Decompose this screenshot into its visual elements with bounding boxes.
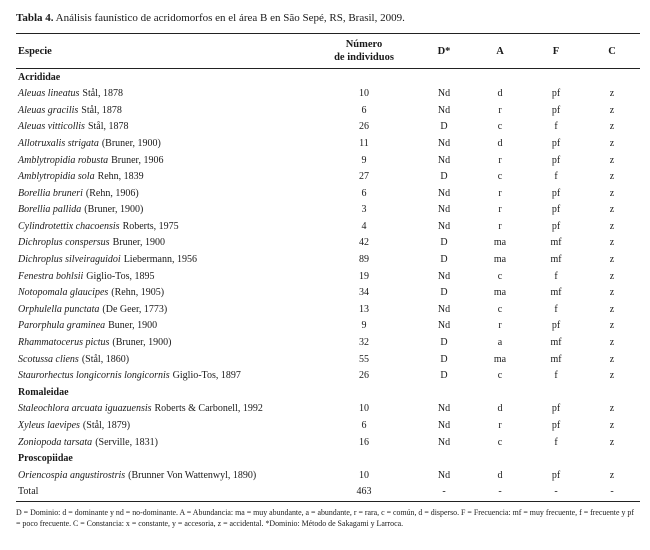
species-name [16, 351, 312, 368]
species-author: Stål, 1878 [87, 121, 129, 133]
cell-a: ma [493, 254, 507, 266]
cell-n: 10 [359, 469, 369, 481]
species-binomial: Rhammatocerus pictus [18, 337, 110, 349]
cell-f: f [554, 436, 558, 448]
cell-n: 27 [359, 171, 369, 183]
cell-n: 10 [359, 88, 369, 100]
species-row [16, 368, 640, 385]
species-binomial: Parorphula graminea [18, 320, 106, 332]
cell-a: r [498, 104, 502, 116]
cell-n: 463 [356, 486, 372, 498]
table-body [16, 69, 640, 501]
species-binomial: Borellia bruneri [18, 187, 83, 199]
species-row [16, 119, 640, 136]
cell-n: 19 [359, 270, 369, 282]
species-name [16, 219, 312, 236]
cell-a: a [497, 337, 503, 349]
col-header-numero-line1: Número [345, 39, 383, 50]
cell-c: z [609, 403, 615, 415]
cell-a: r [498, 220, 502, 232]
species-name [16, 418, 312, 435]
species-row [16, 318, 640, 335]
cell-f: pf [551, 220, 561, 232]
section-row [16, 385, 640, 402]
cell-f: mf [550, 287, 562, 299]
cell-a: d [497, 469, 503, 481]
col-header-numero-line2: de individuos [334, 52, 394, 64]
species-author: (Brunner Von Wattenwyl, 1890) [128, 469, 257, 481]
species-name [16, 102, 312, 119]
table-header-row [16, 34, 640, 69]
section-label: Acrididae [18, 71, 61, 83]
species-name [16, 368, 312, 385]
species-binomial: Xyleus laevipes [18, 420, 80, 432]
cell-c: z [609, 171, 615, 183]
species-author: (Stål, 1879) [82, 420, 131, 432]
cell-d: D [440, 370, 448, 382]
cell-c: z [609, 320, 615, 332]
cell-c: z [609, 121, 615, 133]
species-row [16, 252, 640, 269]
cell-d: Nd [437, 436, 451, 448]
section-row [16, 69, 640, 86]
section-label: Proscopiidae [18, 453, 73, 465]
cell-c: z [609, 187, 615, 199]
species-binomial: Borellia pallida [18, 204, 82, 216]
cell-a: r [498, 187, 502, 199]
species-row [16, 152, 640, 169]
species-binomial: Amblytropidia sola [18, 171, 95, 183]
cell-c: z [609, 204, 615, 216]
species-author: Stål, 1878 [82, 88, 123, 100]
cell-c: z [609, 420, 615, 432]
cell-d: D [440, 337, 448, 349]
cell-n: 11 [359, 137, 369, 149]
species-name [16, 401, 312, 418]
cell-n: 16 [359, 436, 369, 448]
col-header-constancia: C [608, 45, 616, 57]
cell-d: Nd [437, 420, 451, 432]
cell-a: c [497, 121, 503, 133]
cell-n: 10 [359, 403, 369, 415]
species-row [16, 202, 640, 219]
cell-n: 26 [359, 121, 369, 133]
total-label: Total [18, 486, 39, 498]
cell-c: z [609, 303, 615, 315]
species-author: (Rehn, 1906) [85, 187, 139, 199]
species-name [16, 86, 312, 103]
table-title-text: Análisis faunístico de acridomorfos en el área B en São Sepé, RS, Brasil, 2009. [55, 12, 405, 24]
cell-f: f [554, 121, 558, 133]
cell-f: f [554, 370, 558, 382]
species-row [16, 285, 640, 302]
species-binomial: Scotussa cliens [18, 353, 79, 365]
cell-f: pf [551, 320, 561, 332]
cell-d: Nd [437, 137, 451, 149]
cell-d: Nd [437, 187, 451, 199]
species-binomial: Aleuas vitticollis [18, 121, 85, 133]
cell-a: c [497, 370, 503, 382]
cell-d: Nd [437, 220, 451, 232]
cell-a: - [498, 486, 502, 498]
cell-c: z [609, 337, 615, 349]
species-name [16, 235, 312, 252]
cell-c: - [610, 486, 614, 498]
table-footnote: D = Dominio: d = dominante y nd = no-dominante. A = Abundancia: ma = muy abundante, a = abundante, r = rara, c = común, d = disperso. F = Frecuencia: mf = muy frecuente, f = frecuente y pf = poco frecuente. C = Constancia: x = constante, y = accesoria, z = accidental. *Dominio: Método de Sakagami y Larroca. [16, 507, 634, 528]
species-author: Buner, 1900 [108, 320, 158, 332]
species-binomial: Fenestra bohlsii [18, 270, 84, 282]
cell-c: z [609, 237, 615, 249]
species-author: (Rehn, 1905) [111, 287, 165, 299]
species-author: Roberts & Carbonell, 1992 [154, 403, 263, 415]
species-author: Rehn, 1839 [97, 171, 144, 183]
cell-d: Nd [437, 403, 451, 415]
species-row [16, 302, 640, 319]
species-binomial: Dichroplus silveiraguidoi [18, 254, 121, 266]
cell-f: pf [551, 187, 561, 199]
cell-c: z [609, 104, 615, 116]
species-binomial: Staurorhectus longicornis longicornis [18, 370, 170, 382]
cell-d: D [440, 121, 448, 133]
species-name [16, 318, 312, 335]
cell-a: ma [493, 237, 507, 249]
cell-n: 6 [361, 420, 367, 432]
cell-n: 6 [361, 187, 367, 199]
cell-a: c [497, 270, 503, 282]
species-row [16, 136, 640, 153]
species-name [16, 285, 312, 302]
cell-n: 13 [359, 303, 369, 315]
cell-n: 89 [359, 254, 369, 266]
cell-c: z [609, 353, 615, 365]
cell-d: D [440, 171, 448, 183]
species-author: Bruner, 1900 [112, 237, 165, 249]
section-label: Romaleidae [18, 386, 69, 398]
cell-f: pf [551, 88, 561, 100]
species-binomial: Aleuas lineatus [18, 88, 80, 100]
col-header-dominio: D* [437, 45, 451, 57]
cell-d: Nd [437, 303, 451, 315]
species-name [16, 136, 312, 153]
cell-f: f [554, 303, 558, 315]
cell-f: f [554, 171, 558, 183]
cell-c: z [609, 220, 615, 232]
species-binomial: Orphulella punctata [18, 303, 100, 315]
species-row [16, 268, 640, 285]
cell-d: D [440, 287, 448, 299]
cell-a: r [498, 420, 502, 432]
species-author: (Bruner, 1900) [101, 137, 161, 149]
section-row [16, 451, 640, 468]
cell-n: 9 [361, 320, 367, 332]
species-author: Stål, 1878 [81, 104, 122, 116]
species-row [16, 418, 640, 435]
cell-c: z [609, 88, 615, 100]
cell-c: z [609, 254, 615, 266]
species-author: (Bruner, 1900) [112, 337, 172, 349]
species-author: Giglio-Tos, 1895 [86, 270, 155, 282]
species-name [16, 202, 312, 219]
cell-f: pf [551, 420, 561, 432]
species-name [16, 302, 312, 319]
cell-d: Nd [437, 469, 451, 481]
cell-d: - [442, 486, 446, 498]
cell-d: Nd [437, 270, 451, 282]
species-author: Liebermann, 1956 [123, 254, 197, 266]
cell-d: Nd [437, 154, 451, 166]
cell-n: 6 [361, 104, 367, 116]
cell-c: z [609, 287, 615, 299]
species-author: Roberts, 1975 [122, 220, 179, 232]
species-row [16, 351, 640, 368]
table-title [16, 12, 634, 24]
species-row [16, 335, 640, 352]
cell-c: z [609, 154, 615, 166]
cell-n: 42 [359, 237, 369, 249]
species-name [16, 468, 312, 485]
species-name [16, 434, 312, 451]
col-header-numero [312, 34, 416, 69]
species-name [16, 268, 312, 285]
cell-a: r [498, 204, 502, 216]
species-name [16, 335, 312, 352]
species-binomial: Zoniopoda tarsata [18, 436, 93, 448]
cell-n: 3 [361, 204, 367, 216]
cell-n: 34 [359, 287, 369, 299]
cell-a: d [497, 88, 503, 100]
cell-f: - [554, 486, 558, 498]
species-row [16, 434, 640, 451]
cell-a: r [498, 320, 502, 332]
species-row [16, 185, 640, 202]
species-binomial: Cylindrotettix chacoensis [18, 220, 120, 232]
cell-c: z [609, 137, 615, 149]
cell-c: z [609, 270, 615, 282]
cell-f: pf [551, 104, 561, 116]
species-row [16, 169, 640, 186]
species-row [16, 86, 640, 103]
col-header-especie: Especie [18, 45, 52, 57]
cell-f: f [554, 270, 558, 282]
species-name [16, 185, 312, 202]
cell-f: pf [551, 469, 561, 481]
species-author: Giglio-Tos, 1897 [172, 370, 241, 382]
cell-d: D [440, 353, 448, 365]
cell-d: Nd [437, 320, 451, 332]
cell-n: 26 [359, 370, 369, 382]
cell-c: z [609, 469, 615, 481]
cell-f: mf [550, 337, 562, 349]
species-author: (Stål, 1860) [81, 353, 130, 365]
col-header-frecuencia: F [552, 45, 560, 57]
cell-n: 32 [359, 337, 369, 349]
species-name [16, 119, 312, 136]
cell-n: 4 [361, 220, 367, 232]
cell-a: c [497, 171, 503, 183]
cell-d: Nd [437, 104, 451, 116]
species-binomial: Dichroplus conspersus [18, 237, 110, 249]
cell-n: 55 [359, 353, 369, 365]
cell-f: pf [551, 204, 561, 216]
cell-a: r [498, 154, 502, 166]
cell-d: D [440, 237, 448, 249]
table-title-label: Tabla 4. [16, 12, 54, 24]
species-author: (Bruner, 1900) [84, 204, 144, 216]
cell-a: c [497, 303, 503, 315]
species-row [16, 219, 640, 236]
species-binomial: Amblytropidia robusta [18, 154, 109, 166]
species-binomial: Notopomala glaucipes [18, 287, 109, 299]
cell-f: mf [550, 254, 562, 266]
cell-a: ma [493, 353, 507, 365]
species-name [16, 152, 312, 169]
species-name [16, 169, 312, 186]
cell-c: z [609, 436, 615, 448]
cell-c: z [609, 370, 615, 382]
col-header-abundancia: A [496, 45, 504, 57]
species-binomial: Aleuas gracilis [18, 104, 79, 116]
total-row [16, 484, 640, 501]
cell-f: mf [550, 237, 562, 249]
cell-a: c [497, 436, 503, 448]
cell-a: ma [493, 287, 507, 299]
cell-a: d [497, 137, 503, 149]
cell-f: pf [551, 403, 561, 415]
species-binomial: Allotruxalis strigata [18, 137, 99, 149]
data-table [16, 33, 640, 502]
species-author: (Serville, 1831) [95, 436, 158, 448]
species-row [16, 102, 640, 119]
cell-n: 9 [361, 154, 367, 166]
species-row [16, 468, 640, 485]
species-row [16, 401, 640, 418]
species-name [16, 252, 312, 269]
cell-d: D [440, 254, 448, 266]
species-author: Bruner, 1906 [111, 154, 164, 166]
cell-f: pf [551, 137, 561, 149]
cell-d: Nd [437, 204, 451, 216]
cell-f: mf [550, 353, 562, 365]
species-binomial: Oriencospia angustirostris [18, 469, 126, 481]
species-row [16, 235, 640, 252]
cell-a: d [497, 403, 503, 415]
species-binomial: Staleochlora arcuata iguazuensis [18, 403, 152, 415]
cell-d: Nd [437, 88, 451, 100]
cell-f: pf [551, 154, 561, 166]
species-author: (De Geer, 1773) [102, 303, 168, 315]
